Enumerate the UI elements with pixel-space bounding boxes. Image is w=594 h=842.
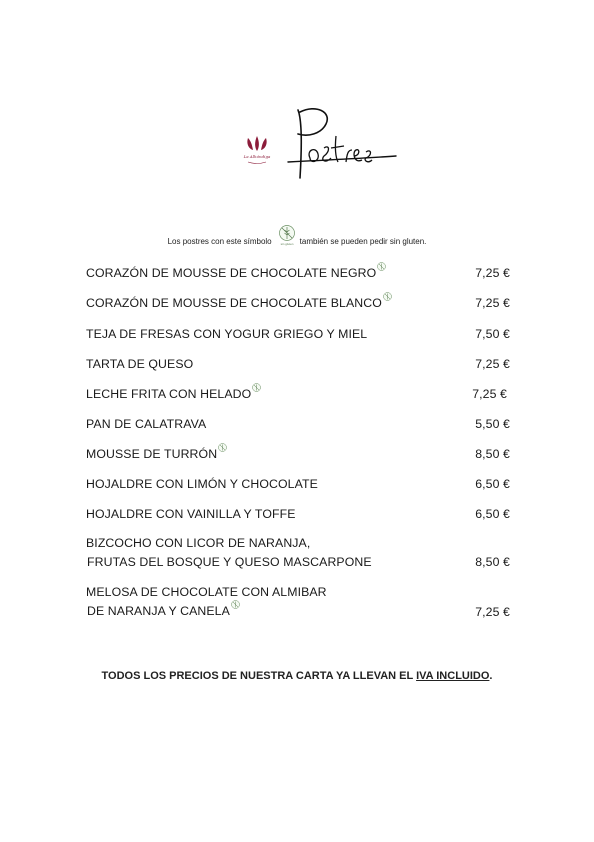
item-price: 6,50 € [475, 477, 510, 491]
gluten-free-icon [231, 600, 240, 611]
gluten-free-icon [278, 224, 296, 246]
item-name: PAN DE CALATRAVA [86, 417, 207, 431]
item-name: HOJALDRE CON VAINILLA Y TOFFE [86, 507, 296, 521]
logo-lettering: La Alhóndiga [243, 154, 271, 159]
item-price: 7,25 € [475, 266, 510, 280]
gluten-free-symbol-label: sin gluten [280, 242, 294, 246]
item-name: BIZCOCHO CON LICOR DE NARANJA, [86, 536, 311, 550]
item-name-continued: FRUTAS DEL BOSQUE Y QUESO MASCARPONE [87, 555, 372, 569]
item-price: 7,25 € [475, 296, 510, 310]
item-name: MELOSA DE CHOCOLATE CON ALMIBAR [86, 585, 327, 599]
item-price: 7,25 € [475, 605, 510, 619]
item-name-continued: DE NARANJA Y CANELA [87, 604, 240, 618]
item-price: 5,50 € [475, 417, 510, 431]
gluten-free-note [0, 216, 594, 246]
tax-note [0, 670, 594, 682]
item-name: HOJALDRE CON LIMÓN Y CHOCOLATE [86, 477, 318, 491]
tax-note-emphasis: IVA INCLUIDO [416, 670, 490, 682]
item-name: CORAZÓN DE MOUSSE DE CHOCOLATE BLANCO [86, 296, 392, 310]
item-name: TEJA DE FRESAS CON YOGUR GRIEGO Y MIEL [86, 327, 368, 341]
item-name: MOUSSE DE TURRÓN [86, 447, 227, 461]
item-name: LECHE FRITA CON HELADO [86, 387, 261, 401]
item-price: 6,50 € [475, 507, 510, 521]
gluten-free-icon [218, 443, 227, 454]
item-name: TARTA DE QUESO [86, 357, 194, 371]
intro-text-before: Los postres con este símbolo [167, 237, 272, 246]
item-price: 7,25 € [472, 387, 507, 401]
page-title [268, 100, 398, 190]
item-price: 8,50 € [475, 555, 510, 569]
tax-note-end: . [489, 670, 493, 682]
item-name: CORAZÓN DE MOUSSE DE CHOCOLATE NEGRO [86, 266, 386, 280]
menu-header [230, 100, 400, 190]
gluten-free-icon [383, 292, 392, 303]
intro-text-after: también se pueden pedir sin gluten. [299, 237, 427, 246]
item-price: 7,25 € [475, 357, 510, 371]
item-price: 7,50 € [475, 327, 510, 341]
gluten-free-icon [377, 262, 386, 273]
gluten-free-icon [252, 383, 261, 394]
item-price: 8,50 € [475, 447, 510, 461]
tax-note-text: TODOS LOS PRECIOS DE NUESTRA CARTA YA LLEVAN EL [101, 670, 417, 682]
